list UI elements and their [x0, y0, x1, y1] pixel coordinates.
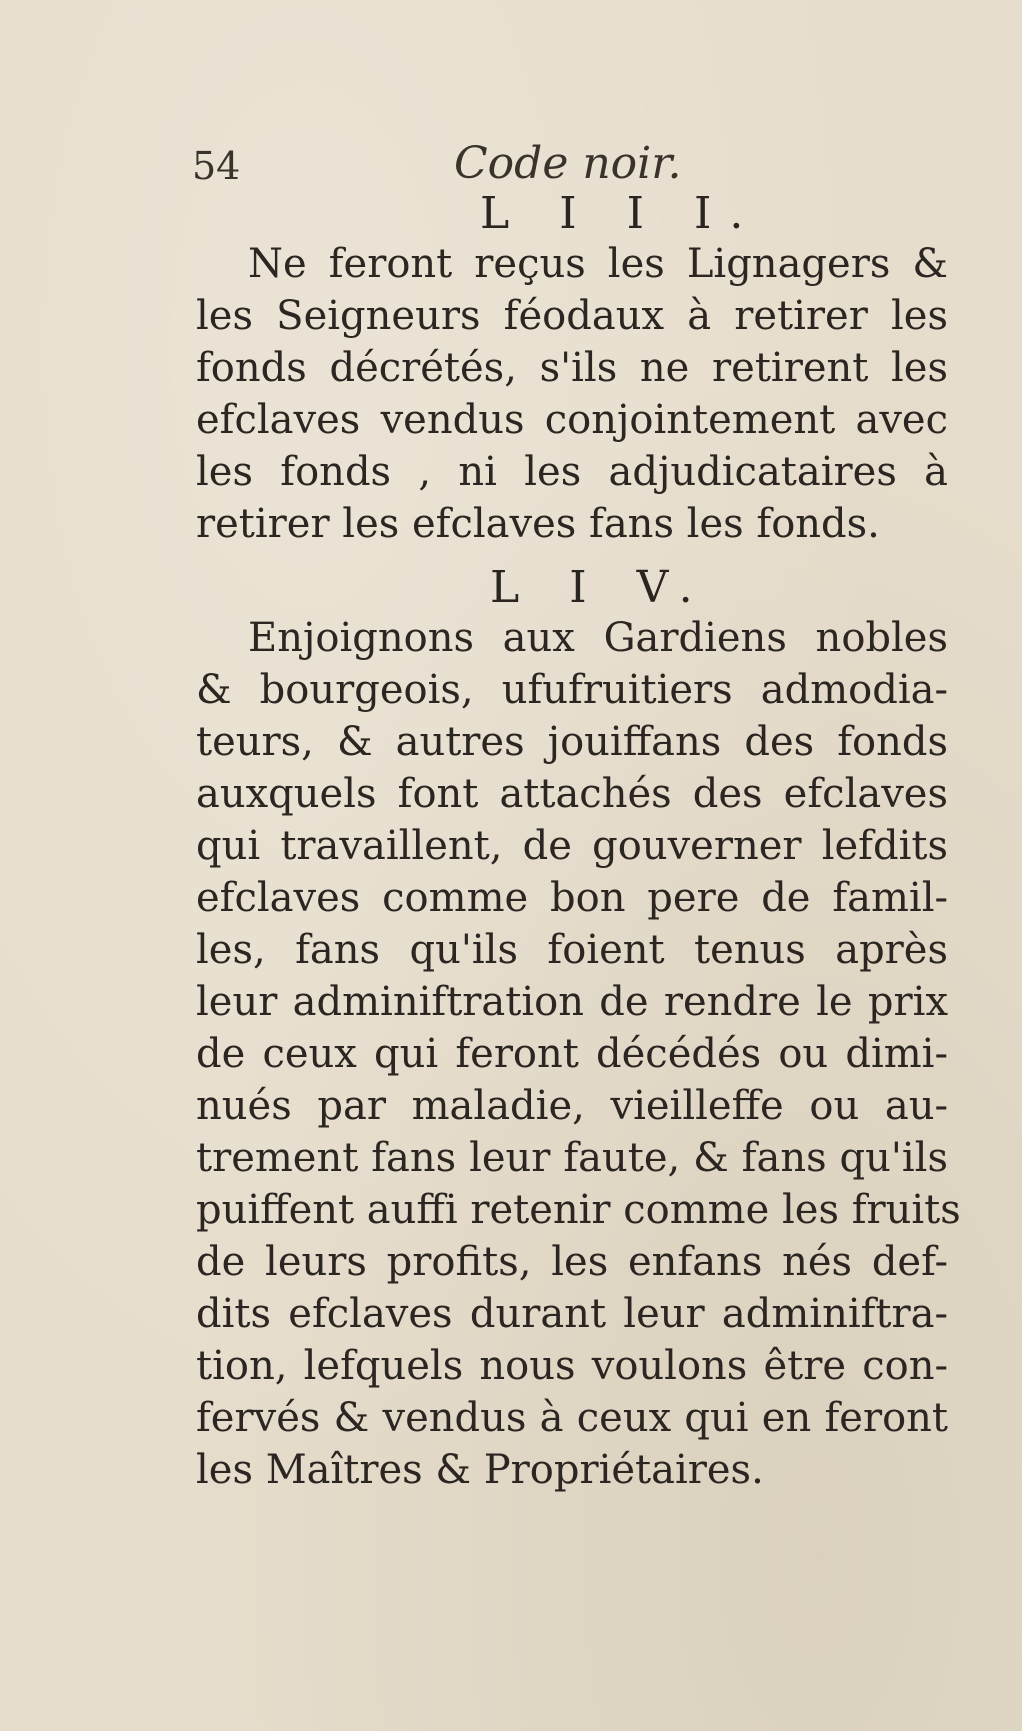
text-line: de leurs profits, les enfans nés def- — [196, 1239, 948, 1285]
text-line: puiffent auffi retenir comme les fruits — [196, 1187, 961, 1233]
running-title: Code noir. — [454, 138, 682, 189]
text-line: tion, lefquels nous voulons être con- — [196, 1343, 948, 1389]
text-line: teurs, & autres jouiffans des fonds — [196, 719, 948, 765]
text-line: les fonds , ni les adjudicataires à — [196, 449, 948, 495]
text-line: Ne feront reçus les Lignagers & — [248, 241, 948, 287]
text-line: de ceux qui feront décédés ou dimi- — [196, 1031, 948, 1077]
article-number: L I I I. — [480, 188, 762, 239]
text-line: dits efclaves durant leur adminiftra- — [196, 1291, 948, 1337]
text-line: les Maîtres & Propriétaires. — [196, 1447, 764, 1493]
text-line: auxquels font attachés des efclaves — [196, 771, 948, 817]
text-line: les Seigneurs féodaux à retirer les — [196, 293, 948, 339]
text-line: Enjoignons aux Gardiens nobles — [248, 615, 948, 661]
text-line: efclaves comme bon pere de famil- — [196, 875, 948, 921]
text-line: efclaves vendus conjointement avec — [196, 397, 948, 443]
text-line: leur adminiftration de rendre le prix — [196, 979, 948, 1025]
text-line: & bourgeois, ufufruitiers admodia- — [196, 667, 948, 713]
text-line: trement fans leur faute, & fans qu'ils — [196, 1135, 948, 1181]
page-number: 54 — [192, 144, 241, 188]
text-line: fonds décrétés, s'ils ne retirent les — [196, 345, 948, 391]
text-line: retirer les efclaves fans les fonds. — [196, 501, 880, 547]
text-line: fervés & vendus à ceux qui en feront — [196, 1395, 948, 1441]
text-line: qui travaillent, de gouverner lefdits — [196, 823, 948, 869]
text-line: les, fans qu'ils foient tenus après — [196, 927, 948, 973]
page-header — [192, 138, 952, 194]
text-line: nués par maladie, vieilleffe ou au- — [196, 1083, 948, 1129]
article-number: L I V. — [490, 562, 711, 613]
